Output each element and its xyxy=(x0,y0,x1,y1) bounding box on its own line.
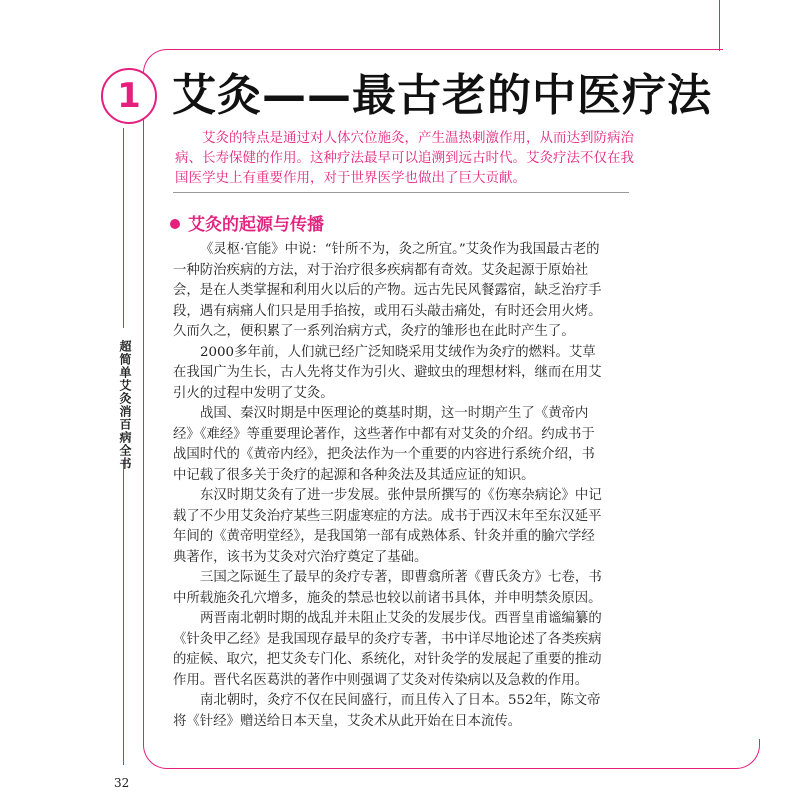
paragraph: 南北朝时，灸疗不仅在民间盛行，而且传入了日本。552年，陈文帝将《针经》赠送给日本天皇，艾灸术从此开始在日本流传。 xyxy=(173,693,601,729)
chapter-intro: 艾灸的特点是通过对人体穴位施灸，产生温热刺激作用，从而达到防病治病、长寿保健的作用。这种疗法最早可以追溯到远古时代。艾灸疗法不仅在我国医学史上有重要作用，对于世界医学也做出了巨大贡献。 xyxy=(175,130,634,186)
side-rule-bottom xyxy=(123,460,124,765)
frame-bottom-tail xyxy=(700,739,760,769)
side-rule-top xyxy=(123,128,124,328)
page-number: 32 xyxy=(114,776,130,790)
book-title-vertical: 超简单艾灸消百病全书 xyxy=(118,340,132,470)
paragraph: 两晋南北朝时期的战乱并未阻止艾灸的发展步伐。西晋皇甫谧编纂的《针灸甲乙经》是我国现存最早的灸疗专著，书中详尽地论述了各类疾病的症候、取穴，把艾灸专门化、系统化，对针灸学的发展起了重要的推动作用。晋代名医葛洪的著作中则强调了艾灸对传染病以及急救的作用。 xyxy=(173,611,602,688)
section-heading-text: 艾灸的起源与传播 xyxy=(188,215,324,235)
paragraph: 东汉时期艾灸有了进一步发展。张仲景所撰写的《伤寒杂病论》中记载了不少用艾灸治疗某些三阴虚寒症的方法。成书于西汉末年至东汉延平年间的《黄帝明堂经》，是我国第一部有成熟体系、针灸并重的腧穴学经典著作，该书为艾灸对穴治疗奠定了基础。 xyxy=(173,488,602,565)
chapter-number-badge: 1 xyxy=(101,68,157,124)
section-heading xyxy=(170,213,324,237)
body-text xyxy=(173,240,605,732)
bullet-icon xyxy=(170,219,180,229)
paragraph: 三国之际诞生了最早的灸疗专著，即曹翕所著《曹氏灸方》七卷，书中所载施灸孔穴增多，施灸的禁忌也较以前诸书具体，并申明禁灸原因。 xyxy=(173,570,602,606)
chapter-title: 艾灸——最古老的中医疗法 xyxy=(172,70,712,121)
paragraph: 《灵枢·官能》中说：“针所不为，灸之所宜。”艾灸作为我国最古老的一种防治疾病的方法，对于治疗很多疾病都有奇效。艾灸起源于原始社会，是在人类掌握和利用火以后的产物。远古先民风餐露宿，缺乏治疗手段，遇有病痛人们只是用手掐按，或用石头敲击痛处，有时还会用火烤。久而久之，便积累了一系列治病方式，灸疗的雏形也在此时产生了。 xyxy=(173,242,602,339)
paragraph: 2000多年前，人们就已经广泛知晓采用艾绒作为灸疗的燃料。艾草在我国广为生长，古人先将艾作为引火、避蚊虫的理想材料，继而在用艾引火的过程中发明了艾灸。 xyxy=(173,344,602,401)
frame-top-tail xyxy=(700,0,720,51)
divider xyxy=(173,192,629,193)
paragraph: 战国、秦汉时期是中医理论的奠基时期，这一时期产生了《黄帝内经》《难经》等重要理论著作，这些著作中都有对艾灸的介绍。约成书于战国时代的《黄帝内经》，把灸法作为一个重要的内容进行系统介绍，书中记载了很多关于灸疗的起源和各种灸法及其适应证的知识。 xyxy=(173,406,595,483)
